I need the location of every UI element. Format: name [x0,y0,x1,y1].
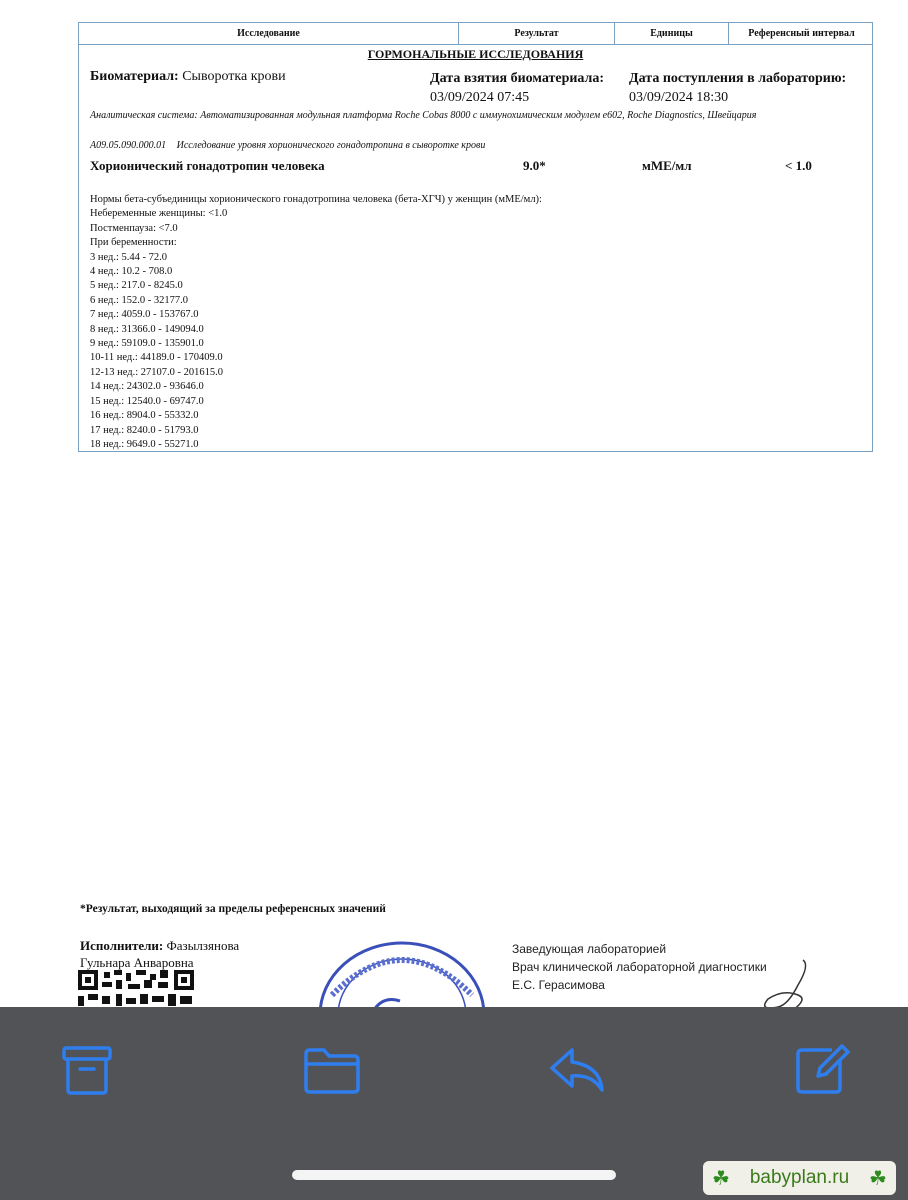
norm-line: 8 нед.: 31366.0 - 149094.0 [90,323,204,335]
norm-line: 3 нед.: 5.44 - 72.0 [90,251,168,263]
biomaterial-value: Сыворотка крови [182,69,286,84]
signature-scribble-icon [748,955,818,1015]
norm-line: 5 нед.: 217.0 - 8245.0 [90,280,183,292]
compose-icon [792,1040,852,1100]
header-units: Единицы [615,23,729,44]
collection-date-value: 03/09/2024 07:45 [430,90,530,105]
header-test: Исследование [79,23,459,44]
seal-stamp-icon [312,935,492,1015]
header-reference: Референсный интервал [748,28,855,39]
section-title: ГОРМОНАЛЬНЫЕ ИССЛЕДОВАНИЯ [367,47,584,61]
norm-line: 4 нед.: 10.2 - 708.0 [90,266,173,278]
norm-line: Небеременные женщины: <1.0 [90,208,228,220]
test-reference: < 1.0 [785,158,812,173]
cut-off-header-line [80,0,480,4]
test-code: A09.05.090.000.01 [90,140,167,151]
test-units: мМЕ/мл [642,158,692,173]
signature-line-2: Врач клинической лабораторной диагностики [512,960,767,974]
reply-button[interactable] [546,1040,606,1100]
compose-button[interactable] [792,1040,852,1100]
norm-line: 6 нед.: 152.0 - 32177.0 [90,294,189,306]
archive-icon [57,1040,117,1100]
reply-icon [546,1040,606,1100]
receipt-date-value: 03/09/2024 18:30 [629,90,729,105]
signature-line-3: Е.С. Герасимова [512,978,605,992]
table-header [79,23,872,45]
qr-code-icon [78,970,194,1010]
executors [80,937,280,971]
executors-name: Фазылзянова Гульнара Анваровна [80,938,240,970]
analytic-system: Аналитическая система: Автоматизированная модульная платформа Roche Cobas 8000 с иммунохимическим модулем e602, Roche Diagnostics, Швейцария [90,110,757,121]
norm-line: 14 нед.: 24302.0 - 93646.0 [90,381,204,393]
move-to-folder-button[interactable] [302,1040,362,1100]
collection-date [430,69,604,107]
norms-list [90,193,542,452]
biomaterial-label: Биоматериал: [90,69,179,84]
folder-icon [302,1040,362,1100]
test-name: Хорионический гонадотропин человека [90,158,325,173]
home-indicator[interactable] [292,1170,616,1180]
receipt-date-label: Дата поступления в лабораторию: [629,71,847,86]
norm-line: 17 нед.: 8240.0 - 51793.0 [90,424,199,436]
norm-line: 18 нед.: 9649.0 - 55271.0 [90,438,199,450]
clover-icon: ☘ [712,1167,730,1190]
executors-label: Исполнители: [80,938,164,953]
biomaterial [90,69,286,85]
signature-block [512,940,767,994]
collection-date-label: Дата взятия биоматериала: [430,71,605,86]
norm-line: Нормы бета-субъединицы хорионического гонадотропина человека (бета-ХГЧ) у женщин (мМЕ/мл): [90,194,542,205]
watermark-text: babyplan.ru [749,1167,850,1188]
signature-line-1: Заведующая лабораторией [512,942,667,956]
norm-line: 15 нед.: 12540.0 - 69747.0 [90,395,204,407]
norm-line: 9 нед.: 59109.0 - 135901.0 [90,338,204,350]
results-table [78,22,873,452]
norm-line: 10-11 нед.: 44189.0 - 170409.0 [90,352,223,364]
clover-icon: ☘ [869,1167,887,1190]
receipt-date [629,69,846,107]
norm-line: 16 нед.: 8904.0 - 55332.0 [90,410,199,422]
archive-button[interactable] [57,1040,117,1100]
watermark-badge [703,1161,896,1195]
test-code-row [90,140,493,151]
norm-line: 12-13 нед.: 27107.0 - 201615.0 [90,366,224,378]
norm-line: 7 нед.: 4059.0 - 153767.0 [90,309,199,321]
norm-line: При беременности: [90,237,177,249]
test-description: Исследование уровня хорионического гонадотропина в сыворотке крови [176,140,486,151]
norm-line: Постменпауза: <7.0 [90,222,178,234]
test-result: 9.0* [523,158,546,173]
footnote: *Результат, выходящий за пределы референсных значений [80,903,386,915]
header-result: Результат [459,23,615,44]
